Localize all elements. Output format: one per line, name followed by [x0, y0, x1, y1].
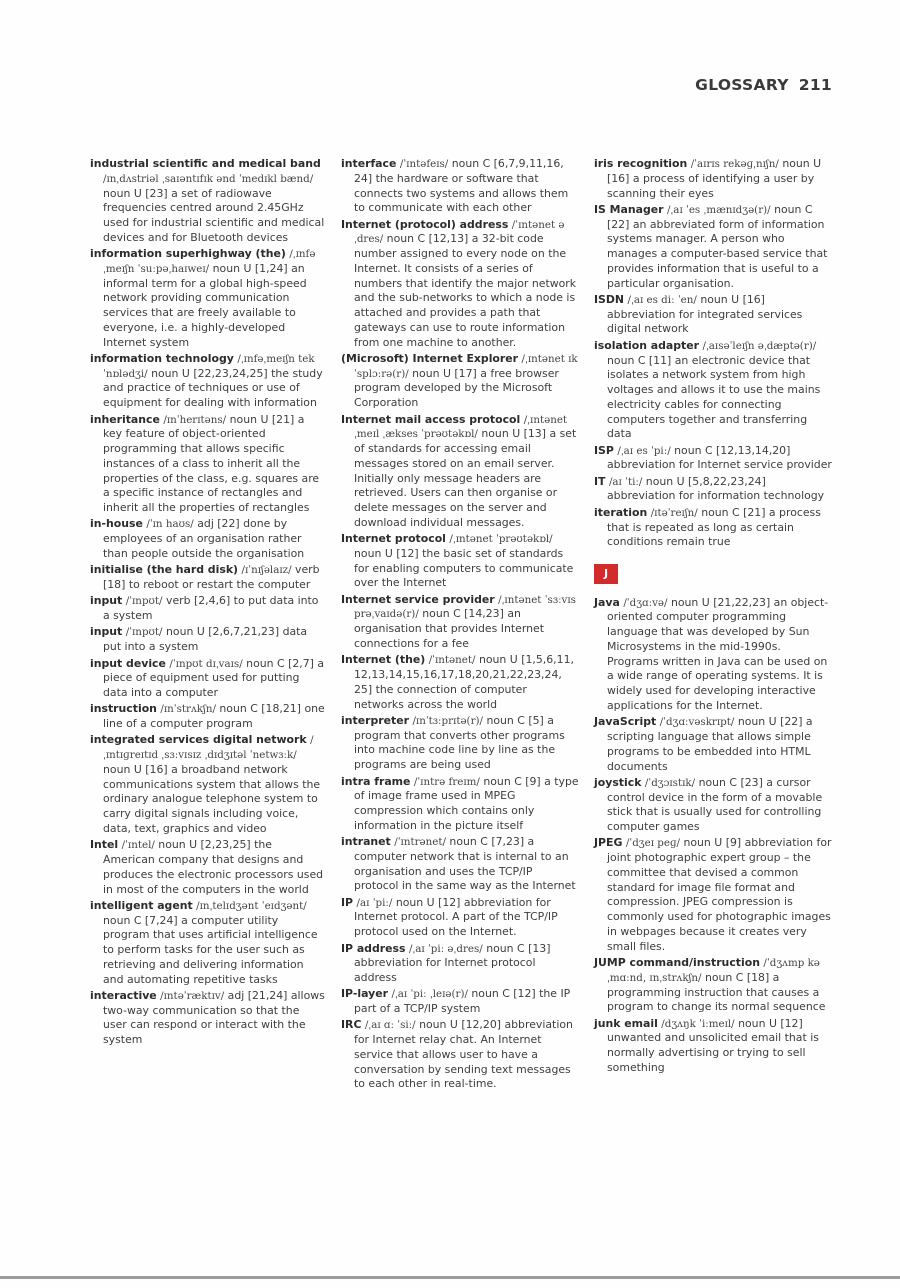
bottom-rule [0, 1276, 900, 1279]
glossary-entry [594, 956, 834, 1015]
entry-pronunciation: /ˈɪnpʊt dɪˌvaɪs/ [169, 657, 243, 670]
glossary-entry [594, 339, 834, 442]
glossary-entry [341, 593, 579, 652]
entry-pronunciation: /ˈɪntrə freɪm/ [413, 775, 480, 788]
entry-definition: verb [2,4,6] to put data into a system [103, 594, 319, 623]
entry-definition: noun C [11] an electronic device that isolates a network system from high voltages and allows it to use the mains electricity cables for connecting computers together and transferring data [607, 353, 821, 441]
glossary-entry [90, 838, 326, 897]
entry-headword: input [90, 625, 123, 639]
entry-pronunciation: /ˈɪnpʊt/ [125, 626, 163, 639]
entry-headword: IP [341, 895, 354, 909]
entry-headword: ISDN [594, 292, 625, 306]
entry-headword: iris recognition [594, 157, 688, 170]
entry-pronunciation: /ˈdʒʌmp kəˌmɑːnd, ɪnˌstrʌkʃn/ [607, 957, 820, 984]
entry-headword: information technology [90, 351, 234, 365]
glossary-entry [341, 714, 579, 773]
glossary-entry [594, 776, 834, 835]
glossary-entry [594, 157, 834, 201]
entry-pronunciation: /ˈaɪrɪs rekəɡˌnɪʃn/ [690, 158, 779, 170]
entry-pronunciation: /ˈdʒɑːvə/ [623, 596, 668, 609]
glossary-entry [90, 594, 326, 624]
glossary-entry [594, 203, 834, 292]
entry-headword: in-house [90, 517, 143, 531]
glossary-entry [90, 563, 326, 593]
entry-headword: industrial scientific and medical band [90, 157, 321, 170]
entry-pronunciation: /ɪˈnɪʃəlaɪz/ [241, 564, 292, 577]
glossary-entry [341, 532, 579, 591]
entry-pronunciation: /ˈɪntrənet/ [394, 836, 446, 849]
entry-definition: noun C [22] an abbreviated form of information systems manager. A person who manages a computer-based service that provides information that is useful to a particular organisation. [607, 202, 828, 290]
entry-headword: (Microsoft) Internet Explorer [341, 351, 519, 365]
page-header [695, 76, 832, 94]
entry-definition: noun U [22,23,24,25] the study and practice of techniques or use of equipment for dealing with information [103, 366, 323, 410]
entry-definition: noun C [5] a program that converts other programs into machine code line by line as the programs are being used [354, 713, 565, 772]
entry-headword: IT [594, 474, 606, 488]
entry-definition: noun U [5,8,22,23,24] abbreviation for information technology [607, 474, 825, 503]
entry-headword: IS Manager [594, 202, 664, 216]
entry-definition: noun C [7,24] a computer utility program that uses artificial intelligence to perform tasks for the user such as retrieving and delivering information and automating repetitive tasks [103, 913, 318, 986]
glossary-entry [90, 517, 326, 561]
entry-pronunciation: /ˌɪntənet ɪkˈsplɔːrə(r)/ [354, 352, 578, 380]
entry-definition: noun C [12,13,14,20] abbreviation for Internet service provider [607, 443, 832, 472]
glossary-entry [341, 653, 579, 712]
entry-headword: joystick [594, 775, 642, 789]
glossary-entry [341, 775, 579, 834]
glossary-entry [594, 1017, 834, 1076]
glossary-entry [594, 836, 834, 954]
entry-headword: Internet service provider [341, 592, 495, 606]
entry-definition: noun C [21] a process that is repeated as long as certain conditions remain true [607, 505, 821, 549]
glossary-entry [341, 896, 579, 940]
entry-pronunciation: /ɪnˈtɜːprɪtə(r)/ [412, 714, 483, 727]
entry-headword: Internet (protocol) address [341, 217, 509, 231]
entry-pronunciation: /ˌaɪ es ˈpiː/ [617, 444, 671, 457]
entry-headword: JavaScript [594, 715, 657, 729]
entry-headword: IP address [341, 941, 406, 955]
entry-definition: noun C [12] the IP part of a TCP/IP system [354, 987, 571, 1016]
entry-headword: Internet (the) [341, 653, 426, 667]
entry-pronunciation: /ˌaɪ es diː ˈen/ [627, 293, 697, 306]
entry-definition: noun U [1,5,6,11, 12,13,14,15,16,17,18,20,21,22,23,24, 25] the connection of computer networks across the world [354, 653, 574, 711]
entry-pronunciation: /ˈdʒeɪ peɡ/ [625, 837, 680, 850]
glossary-entry [90, 413, 326, 516]
entry-definition: noun U [12] abbreviation for Internet protocol. A part of the TCP/IP protocol used on the Internet. [354, 895, 558, 939]
entry-definition: noun U [21,22,23] an object-oriented computer programming language that was developed by Sun Microsystems in the mid-1990s. Programs written in Java can be used on a wide range of operating systems. It is widely used for developing interactive applications for the Internet. [607, 595, 829, 712]
entry-pronunciation: /ˈɪntəfeɪs/ [399, 158, 449, 170]
entry-definition: noun U [12] the basic set of standards for enabling computers to communicate over the Internet [354, 546, 574, 590]
entry-headword: Java [594, 595, 620, 609]
entry-definition: noun U [16] abbreviation for integrated services digital network [607, 292, 803, 336]
page-number: 211 [798, 76, 832, 94]
entry-definition: noun U [22] a scripting language that allows simple programs to be embedded into HTML documents [607, 715, 813, 773]
entry-pronunciation: /ˈdʒɔɪstɪk/ [644, 776, 696, 789]
entry-pronunciation: /ˈɪnpʊt/ [125, 595, 163, 608]
entry-definition: noun U [13] a set of standards for accessing email messages stored on an email server. Initially only message headers are retrieved. Users can then organise or delete messages on the server and download individual messages. [354, 427, 577, 529]
entry-headword: IRC [341, 1018, 362, 1032]
glossary-entry [594, 506, 834, 550]
entry-pronunciation: /ˌɪntənet ˈsɜːvɪs prəˌvaɪdə(r)/ [354, 593, 576, 621]
glossary-entry [90, 733, 326, 836]
glossary-entry [90, 989, 326, 1048]
glossary-column-3 [594, 157, 834, 1077]
entry-pronunciation: /aɪ ˈpiː/ [356, 896, 393, 909]
glossary-entry [594, 596, 834, 714]
entry-headword: intranet [341, 835, 391, 849]
glossary-entry [341, 987, 579, 1017]
entry-headword: instruction [90, 702, 157, 716]
entry-pronunciation: /ɪnˌtelɪdʒənt ˈeɪdʒənt/ [196, 899, 307, 912]
glossary-entry [90, 657, 326, 701]
entry-definition: noun U [17] a free browser program developed by the Microsoft Corporation [354, 366, 559, 410]
entry-pronunciation: /ˌaɪ ˈpiː əˌdres/ [408, 942, 483, 955]
entry-pronunciation: /ɪnˈstrʌkʃn/ [160, 703, 216, 716]
entry-pronunciation: /ˈdʒɑːvəskrɪpt/ [659, 716, 735, 729]
entry-headword: initialise (the hard disk) [90, 563, 239, 577]
entry-definition: noun U [12,20] abbreviation for Internet relay chat. An Internet service that allows user to have a conversation by sending text messages to each other in real-time. [354, 1018, 573, 1091]
entry-definition: noun U [2,23,25] the American company that designs and produces the electronic processors used in most of the computers in the world [103, 838, 324, 896]
entry-pronunciation: /ˈɪn haʊs/ [146, 518, 194, 531]
entry-definition: verb [18] to reboot or restart the computer [103, 563, 320, 591]
entry-headword: Internet protocol [341, 532, 446, 546]
entry-headword: interactive [90, 988, 157, 1002]
entry-definition: noun C [18] a programming instruction that causes a program to change its normal sequence [607, 970, 826, 1014]
entry-pronunciation: /aɪ ˈtiː/ [608, 475, 643, 488]
entry-pronunciation: /ɪtəˈreɪʃn/ [650, 506, 698, 519]
glossary-entry [341, 218, 579, 351]
entry-headword: input [90, 594, 123, 608]
entry-definition: noun C [9] a type of image frame used in MPEG compression which contains only information in the picture itself [354, 774, 579, 832]
entry-headword: integrated services digital network [90, 733, 307, 747]
entry-definition: noun C [12,13] a 32-bit code number assigned to every node on the Internet. It consists of a series of numbers that identify the major network and the sub-networks to which a node is attached and provides a path that gateways can use to route information from one machine to another. [354, 232, 577, 349]
glossary-entry [594, 293, 834, 337]
entry-pronunciation: /ˌaɪsəˈleɪʃn əˌdæptə(r)/ [702, 339, 817, 352]
entry-headword: Internet mail access protocol [341, 412, 521, 426]
entry-headword: JUMP command/instruction [594, 956, 760, 970]
entry-pronunciation: /ˌɪnfəˌmeɪʃn ˈsuːpəˌhaɪweɪ/ [103, 248, 316, 275]
entry-pronunciation: /ˌaɪ ˈpiː ˌleɪə(r)/ [391, 988, 468, 1001]
entry-pronunciation: /ˌɪnfəˌmeɪʃn tekˈnɒlədʒi/ [103, 352, 315, 380]
entry-headword: iteration [594, 505, 648, 519]
entry-definition: noun U [9] abbreviation for joint photographic expert group – the committee that devised a common standard for image file format and compression. JPEG compression is commonly used for photographic images in webpages because it creates very small files. [607, 836, 832, 953]
glossary-entry [90, 247, 326, 350]
glossary-entry [594, 715, 834, 774]
entry-headword: interpreter [341, 713, 409, 727]
entry-pronunciation: /dʒʌŋk ˈiːmeɪl/ [661, 1017, 735, 1030]
header-label: GLOSSARY [695, 76, 789, 94]
glossary-entry [90, 899, 326, 988]
entry-headword: interface [341, 157, 397, 170]
glossary-entry [90, 157, 326, 246]
glossary-entry [594, 444, 834, 474]
entry-headword: ISP [594, 443, 614, 457]
glossary-entry [341, 942, 579, 986]
entry-pronunciation: /ˌɪntənet ˌmeɪl ˌækses ˈprəʊtəkɒl/ [354, 413, 568, 441]
entry-headword: inheritance [90, 412, 160, 426]
entry-definition: noun C [13] abbreviation for Internet protocol address [354, 941, 551, 985]
glossary-entry [594, 475, 834, 505]
i-entries [594, 157, 834, 550]
entry-pronunciation: /ˌaɪ ˈes ˌmænɪdʒə(r)/ [667, 203, 771, 216]
entry-definition: noun C [14,23] an organisation that provides Internet connections for a fee [354, 607, 544, 650]
entry-headword: information superhighway (the) [90, 247, 286, 261]
glossary-entry [90, 352, 326, 411]
entry-definition: noun U [12] unwanted and unsolicited email that is normally advertising or trying to sell something [607, 1016, 819, 1074]
entry-definition: noun U [23] a set of radiowave frequencies centred around 2.45GHz used for industrial scientific and medical devices and for Bluetooth devices [103, 186, 325, 244]
glossary-column-1 [90, 157, 326, 1050]
section-badge-j: J [594, 564, 618, 584]
glossary-column-2 [341, 157, 579, 1094]
entry-headword: intra frame [341, 774, 411, 788]
entry-headword: JPEG [594, 836, 623, 850]
glossary-entry [341, 1018, 579, 1092]
entry-headword: IP-layer [341, 987, 388, 1001]
entry-pronunciation: /ˈɪntənet/ [428, 654, 476, 667]
glossary-entry [341, 157, 579, 216]
glossary-entry [90, 702, 326, 732]
glossary-entry [341, 352, 579, 411]
entry-pronunciation: /ˌɪntɪɡreɪtɪd ˌsɜːvɪsɪz ˌdɪdʒɪtəl ˈnetwɜːk/ [103, 734, 314, 762]
entry-definition: adj [21,24] allows two-way communication so that the user can respond or interact with the system [103, 988, 325, 1047]
entry-definition: noun U [16] a process of identifying a user by scanning their eyes [607, 157, 822, 200]
glossary-entry [90, 625, 326, 655]
j-entries [594, 596, 834, 1076]
entry-definition: noun U [16] a broadband network communications system that allows the ordinary analogue telephone system to carry digital signals including voice, data, text, graphics and video [103, 762, 321, 835]
entry-definition: adj [22] done by employees of an organisation rather than people outside the organisation [103, 517, 305, 560]
entry-definition: noun U [2,6,7,21,23] data put into a system [103, 625, 308, 654]
entry-definition: noun C [6,7,9,11,16, 24] the hardware or software that connects two systems and allows them to communicate with each other [354, 157, 569, 215]
entry-definition: noun U [21] a key feature of object-oriented programming that allows specific instances of a class to inherit all the properties of the class, e.g. squares are a specific instance of rectangles and inherit all the properties of rectangles [103, 412, 320, 515]
entry-pronunciation: /ˌɪntənet ˈprəʊtəkɒl/ [449, 533, 553, 546]
glossary-entry [341, 835, 579, 894]
entry-pronunciation: /ɪnˌdʌstriəl ˌsaɪəntɪfɪk ənd ˈmedɪkl bænd/ [103, 172, 314, 185]
entry-headword: isolation adapter [594, 338, 699, 352]
entry-definition: noun C [18,21] one line of a computer program [103, 702, 325, 731]
entry-pronunciation: /ɪntəˈræktɪv/ [160, 989, 225, 1002]
entry-definition: noun C [23] a cursor control device in the form of a movable stick that is usually used for controlling computer games [607, 775, 823, 834]
entry-pronunciation: /ɪnˈherɪtəns/ [163, 413, 227, 426]
entry-pronunciation: /ˈɪntənet əˌdres/ [354, 218, 565, 246]
entry-headword: intelligent agent [90, 898, 193, 912]
entry-definition: noun C [2,7] a piece of equipment used for putting data into a computer [103, 656, 325, 699]
entry-headword: Intel [90, 838, 119, 852]
entry-headword: input device [90, 656, 166, 670]
entry-pronunciation: /ˌaɪ ɑː ˈsiː/ [364, 1019, 416, 1032]
entry-definition: noun U [1,24] an informal term for a global high-speed network providing communication services that are freely available to everyone, i.e. a highly-developed Internet system [103, 261, 307, 349]
glossary-entry [341, 413, 579, 531]
entry-pronunciation: /ˈɪntel/ [121, 839, 155, 852]
entry-definition: noun C [7,23] a computer network that is internal to an organisation and uses the TCP/IP protocol in the same way as the Internet [354, 835, 576, 893]
entry-headword: junk email [594, 1016, 658, 1030]
